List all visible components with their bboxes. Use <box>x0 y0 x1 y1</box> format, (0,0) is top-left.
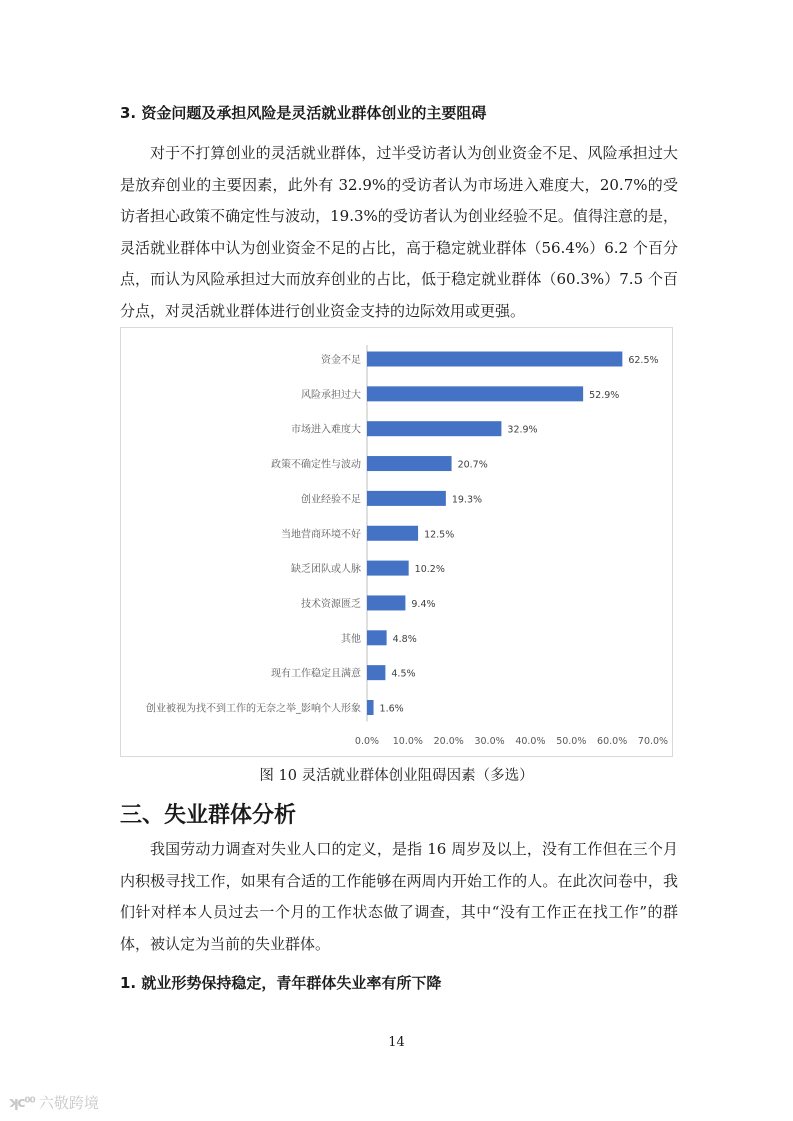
body-paragraph: 我国劳动力调查对失业人口的定义，是指 16 周岁及以上，没有工作但在三个月内积极寻找工作，如果有合适的工作能够在两周内开始工作的人。在此次问卷中，我们针对样本人员过去一个月的工作状态做了调查，其中“没有工作正在找工作”的群体，被认定为当前的失业群体。 <box>120 840 678 953</box>
x-tick-label: 30.0% <box>474 736 505 747</box>
category-label: 技术资源匮乏 <box>301 598 361 610</box>
x-tick-label: 20.0% <box>433 736 464 747</box>
data-label: 19.3% <box>451 494 483 506</box>
figure-caption: 图 10 灵活就业群体创业阻碍因素（多选） <box>259 768 534 784</box>
bar <box>367 700 374 715</box>
bar <box>367 386 583 401</box>
category-label: 当地营商环境不好 <box>281 529 361 541</box>
chapter-heading: 三、失业群体分析 <box>120 803 297 828</box>
data-label: 12.5% <box>424 529 455 541</box>
category-label: 创业经验不足 <box>301 494 361 506</box>
section-heading: 3. 资金问题及承担风险是灵活就业群体创业的主要阻碍 <box>120 104 487 122</box>
bar <box>367 665 385 680</box>
x-tick-label: 50.0% <box>556 736 587 747</box>
watermark <box>8 1092 99 1113</box>
bar <box>367 491 446 506</box>
x-tick-label: 70.0% <box>637 736 669 747</box>
bar <box>367 595 405 610</box>
category-label: 缺乏团队或人脉 <box>291 564 361 576</box>
data-label: 9.4% <box>411 598 436 610</box>
bar <box>367 456 452 471</box>
category-label: 现有工作稳定且满意 <box>271 668 361 680</box>
category-label: 创业被视为找不到工作的无奈之举_影响个人形象 <box>146 703 361 715</box>
x-tick-label: 10.0% <box>392 736 423 747</box>
data-label: 62.5% <box>628 355 659 366</box>
category-label: 政策不确定性与波动 <box>271 459 361 471</box>
category-label: 市场进入难度大 <box>291 424 361 436</box>
bar <box>367 526 418 541</box>
subsection-heading: 1. 就业形势保持稳定，青年群体失业率有所下降 <box>120 974 442 992</box>
bar <box>367 561 409 576</box>
data-label: 1.6% <box>379 703 404 715</box>
category-label: 资金不足 <box>321 355 361 366</box>
data-label: 52.9% <box>589 389 620 401</box>
category-label: 风险承担过大 <box>301 389 361 401</box>
bar <box>367 352 622 367</box>
page-number: 14 <box>388 1035 405 1050</box>
logo-icon: ʞᴄ⁰⁰ <box>8 1094 35 1111</box>
body-paragraph: 对于不打算创业的灵活就业群体，过半受访者认为创业资金不足、风险承担过大是放弃创业的主要因素，此外有 32.9%的受访者认为市场进入难度大，20.7%的受访者担心政策不确定性与波动，19.3%的受访者认为创业经验不足。值得注意的是，灵活就业群体中认为创业资金不足的占比，高于稳定就业群体（56.4%）6.2 个百分点，而认为风险承担过大而放弃创业的占比，低于稳定就业群体（60.3%）7.5 个百分点，对灵活就业群体进行创业资金支持的边际效用或更强。 <box>120 144 678 320</box>
data-label: 20.7% <box>457 459 488 471</box>
category-label: 其他 <box>341 633 361 645</box>
data-label: 4.5% <box>391 668 416 680</box>
data-label: 32.9% <box>507 424 538 436</box>
data-label: 4.8% <box>392 633 417 645</box>
bar <box>367 421 501 436</box>
watermark-text: 六敬跨境 <box>38 1094 99 1112</box>
x-tick-label: 0.0% <box>354 736 380 747</box>
x-tick-label: 40.0% <box>515 736 546 747</box>
bar <box>367 630 387 645</box>
bar-chart <box>120 327 673 757</box>
chart-canvas <box>121 328 674 758</box>
x-tick-label: 60.0% <box>597 736 628 747</box>
data-label: 10.2% <box>414 564 445 576</box>
